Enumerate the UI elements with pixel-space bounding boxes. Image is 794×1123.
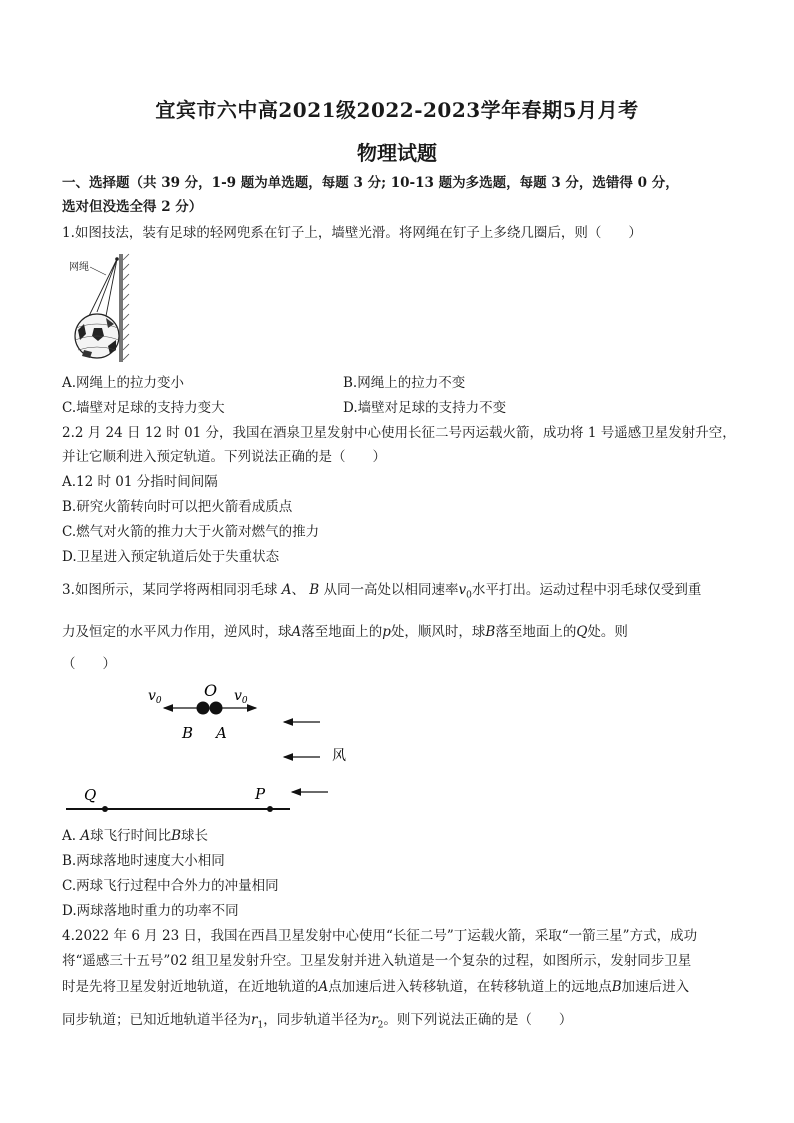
q3-option-b: B.两球落地时速度大小相同 (62, 853, 225, 869)
v0-left-label: $v_0$ (148, 688, 162, 706)
q4-stem-line1: 4.2022 年 6 月 23 日，我国在西昌卫星发射中心使用“长征二号”丁运载火箭，采取“一箭三星”方式，成功 (62, 928, 698, 944)
q2-option-c: C.燃气对火箭的推力大于火箭对燃气的推力 (62, 524, 320, 540)
q3-stem-line2: 力及恒定的水平风力作用，逆风时，球A落至地面上的p处，顺风时，球B落至地面上的Q处。则 (62, 624, 628, 640)
ball-b (197, 702, 210, 715)
q4-stem-line4: 同步轨道；已知近地轨道半径为$r_1$，同步轨道半径为$r_2$。则下列说法正确的是（ ） (62, 1012, 573, 1031)
ball-a-label: A (216, 724, 227, 742)
q3-answer-paren: （ ） (62, 656, 116, 672)
q1-figure-net-ball (66, 250, 136, 366)
wall (119, 254, 123, 362)
q1-option-a: A.网绳上的拉力变小 (62, 375, 185, 391)
q2-stem-line2: 并让它顺利进入预定轨道。下列说法正确的是（ ） (62, 449, 386, 465)
q2-option-a: A.12 时 01 分指时间间隔 (62, 474, 218, 490)
wind-label: 风 (332, 748, 346, 764)
q2-stem-line1: 2.2 月 24 日 12 时 01 分，我国在酒泉卫星发射中心使用长征二号丙运载火箭，成功将 1 号遥感卫星发射升空， (62, 425, 736, 441)
q3-option-c: C.两球飞行过程中合外力的冲量相同 (62, 878, 279, 894)
point-q (102, 806, 108, 812)
q1-option-b: B.网绳上的拉力不变 (343, 375, 466, 391)
wall-hatch (123, 254, 129, 360)
ball-b-label: B (182, 724, 194, 742)
q4-stem-line2: 将“遥感三十五号”02 组卫星发射升空。卫星发射并进入轨道是一个复杂的过程，如图所示，发射同步卫星 (62, 953, 692, 969)
q2-option-b: B.研究火箭转向时可以把火箭看成质点 (62, 499, 293, 515)
section-heading-line1: 一、选择题（共 39 分，1-9 题为单选题，每题 3 分; 10-13 题为多选题，每题 3 分，选错得 0 分， (62, 175, 679, 191)
q3-stem-line1: 3.如图所示，某同学将两相同羽毛球 A、 B 从同一高处以相同速率$v_0$水平打出。运动过程中羽毛球仅受到重 (62, 582, 702, 601)
q3-option-a: A. A球飞行时间比B球长 (62, 828, 209, 844)
q4-stem-line3: 时是先将卫星发射近地轨道，在近地轨道的A点加速后进入转移轨道，在转移轨道上的远地点B加速后进入 (62, 979, 690, 995)
exam-subtitle: 物理试题 (357, 141, 437, 165)
point-p (267, 806, 273, 812)
q1-option-c: C.墙壁对足球的支持力变大 (62, 400, 225, 416)
point-o-label: O (204, 682, 218, 700)
ball-a (210, 702, 223, 715)
section-heading-line2: 选对但没选全得 2 分） (62, 199, 203, 215)
q3-option-d: D.两球落地时重力的功率不同 (62, 903, 239, 919)
net-rope-label: 网绳 (69, 262, 89, 273)
q3-figure-badminton (62, 682, 352, 816)
net-rope (97, 259, 117, 312)
exam-title: 宜宾市六中高2021级2022-2023学年春期5月月考 (155, 98, 639, 122)
q1-option-d: D.墙壁对足球的支持力不变 (343, 400, 507, 416)
q2-option-d: D.卫星进入预定轨道后处于失重状态 (62, 549, 280, 565)
q1-stem: 1.如图技法，装有足球的轻网兜系在钉子上，墙壁光滑。将网绳在钉子上多绕几圈后，则（ ） (62, 225, 642, 241)
point-q-label: Q (84, 786, 97, 804)
point-p-label: P (255, 785, 266, 803)
v0-right-label: $v_0$ (234, 688, 248, 706)
